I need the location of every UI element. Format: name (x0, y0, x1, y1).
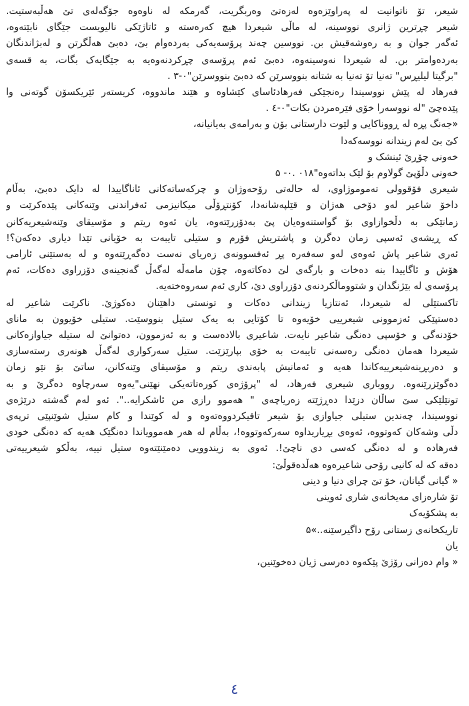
poem-line: «جەنگ پڕە لە ڕووناکایی و لێوت دارستانی بۆن و بەرامەی بەیانیانە، (193, 119, 458, 131)
paragraph-line: زمانێکی بە دڵخوازاوی بۆ گواستنەوەیان پێ بەدۆزرێتەوە، یان ئەوە ریتم و مۆسیقای وێنەشیعریەکانن (6, 216, 458, 228)
paragraph-line: "برگیتا لیلیڕس" تەنیا تۆ تەنیا بە شتانە بنووسرێن کە دەبێ بنووسرێن"۰-۳ . (167, 70, 458, 82)
paragraph-line: و دەربڕینەشیعرییەکاندا هەیە و ئەمانیش پابەندی ریتم و مۆسیقای وێنەکانن، ساتێ بۆ نێو زمان (6, 362, 458, 374)
poem-line: « وام دەزانی رۆژێ پێکەوە دەرسی ژیان دەخوێنین، (256, 556, 458, 568)
paragraph-line: شیعر چڕترین ژانری نووسینە، لە ماڵی شیعردا هیچ کەرەستە و ئاتاژێکی نالیویست جێگای نابێتەوە، (6, 22, 458, 34)
paragraph-line: هۆش و ئاگاییدا بنە دەخات و بارگەی لێ دەکاتەوە، چۆن مامەڵە لەگەڵ گەنجینەی دۆزراوی دەکات، ئەم (6, 265, 458, 277)
poem-line: « گیانی گیانان، خۆ تێ چرای دنیا و دینی (302, 475, 458, 487)
paragraph-line: بەردەوامتر بن. لە شیعردا نەوسینەوە، دەبێ ئەم پرۆسەی چڕکردنەوەیە بە جێگایەک بگات، بە قسەی (6, 54, 458, 66)
paragraph-line: تونێلێکی سێ ساڵان دزێدا دەڕژێتە زەریاچەی " هەموو رازی من ئاشکرایە..". ئەو لەم گەشتە درێژەی (6, 394, 458, 406)
paragraph-line: دەستپێکی ئەزموونی شیعرییی خۆیەوە تا کۆتایی بە یەک ستیل بنووسێت. ستیلی خۆیوون بە مانای (6, 313, 458, 325)
poem-line: خەونی دڵۆپێ گولاوم بۆ لێک بداتەوە"۰۱۸ .۰- ۵ (275, 168, 458, 180)
paragraph-line: دەقە کە لە کانیی رۆحی شاعیرەوە هەڵدەقوڵێ: (272, 459, 458, 471)
poem-line: بە پشکۆیەک (409, 508, 458, 520)
paragraph-line: ئەری شاعیر پاش ئەوەی لەو سەفەرە پڕ ئەفسوونەی زەریای نەست دەگەڕێتەوە و لە بەستێنی ئارامی (6, 249, 458, 261)
paragraph-line: دڵی وشەکان کەوتووە، ئەوەی بڕیاریداوە سەرکەوتووە!، بەڵام لە هەر هەموویاندا دەنگێک هەیە کە دەنگی خودی (6, 427, 458, 439)
page-number: ٤ (230, 682, 239, 698)
paragraph-line: کە ڕیشەی ئەسپی زمان دەگرن و پاشتریش فۆرم و ستیلی تایبەت بە خۆیانی تێدا دیاری دەکەن؟! (6, 232, 458, 244)
paragraph-line: پرۆسەی لە بێژنگدان و شتووماڵکردنەی دۆزراوی دێ، کاری ئەم سەروەختەیە. (155, 281, 458, 293)
paragraph-line: دەگوێزرێنەوە. رووباری شیعری فەرهاد، لە "پرۆژەی کورەتاتەیکی نهێنی"یەوە سەرچاوە دەگرێ و بە (6, 378, 458, 390)
paragraph-line: شیعر، تۆ ناتوانیت لە پەراوێزەوە لەزەتێ وەربگریت، گەرمکە لە ناوەوە جۆگەلەی تێ هەڵبەستیت. (6, 6, 458, 17)
poem-line: کێ بێ لەم زیندانە نووسەکەدا (340, 135, 458, 147)
paragraph-line: پێدەچێ "لە نووسەرا خۆی فێرەمردن بکات"۰-٤ . (265, 103, 458, 115)
paragraph-line: ئەگەر جوان و بە رەوشەقیش بن. نووسین چەند پرۆسەیەکی بەردەوام بێ، دەبێ هەڵگرتن و لەبژاندنگان (6, 38, 458, 50)
poem-line: تۆ شارەزای مەیخانەی شاری ئەوینی (316, 492, 458, 504)
paragraph-line: نووسیندا، چەندین ستیلی جیاوازی بۆ شیعر تاقیکردووەتەوە و لە کوێندا و کام ستیل شوێنپێی ترپەی (6, 411, 458, 423)
paragraph-line: فەرهاد لە پێش نووسیندا رەنجێکی فەرهادئاسای کێشاوە و هێند ماندووە، کریستەر ئێریکسۆن گوتەنی وا (6, 87, 458, 99)
paragraph-line: تاکستێلی لە شیعردا، ئەنتازیا زیندانی دەکات و تونستی داهێنان دەکوژێ. ناکرێت شاعیر لە (6, 297, 458, 309)
poem-line: تاریکخانەی زستانی رۆح داگیرسێنە..»۵ (305, 524, 458, 536)
poem-line: یان (445, 540, 458, 552)
paragraph-line: خۆدنەگی و خۆسپی دەنگی شاعیر نایەت. شاعیری بالادەست و بە ئەزموون، دەتوانێ لە ستیلە جیاوازەکانی (6, 330, 458, 342)
paragraph-line: شیعردا هەمان دەنگی رەسەنی تایبەت بە خۆی بپارێزێت. ستیل سەرکواری لەگەڵ هونەری رستەسازی (6, 346, 458, 358)
document-page (6, 4, 458, 676)
paragraph-line: داخۆ شاعیر لەو دۆخی هەژان و قێلپەشانەدا، کۆنتڕۆڵی میکانیزمی ئەفراندنی وێنەکانی پێدەکرێت و (6, 200, 458, 212)
paragraph-line: شیعری فۆقوولی تەموموژاوی، لە حالەتی رۆحەوژان و چرکەساتەکانی ئاناگاییدا لە دایک دەبێ، بەڵام (6, 184, 458, 196)
poem-line: خەونی چۆڕێ ئینشک و (367, 151, 458, 163)
paragraph-line: فەرهادە و لە دەنگی کەسی دی ناچێ!. ئەوی بە زیندوویی دەمێنێتەوە ستیل نییە، بەڵکو شیعرییەتی (6, 443, 458, 455)
